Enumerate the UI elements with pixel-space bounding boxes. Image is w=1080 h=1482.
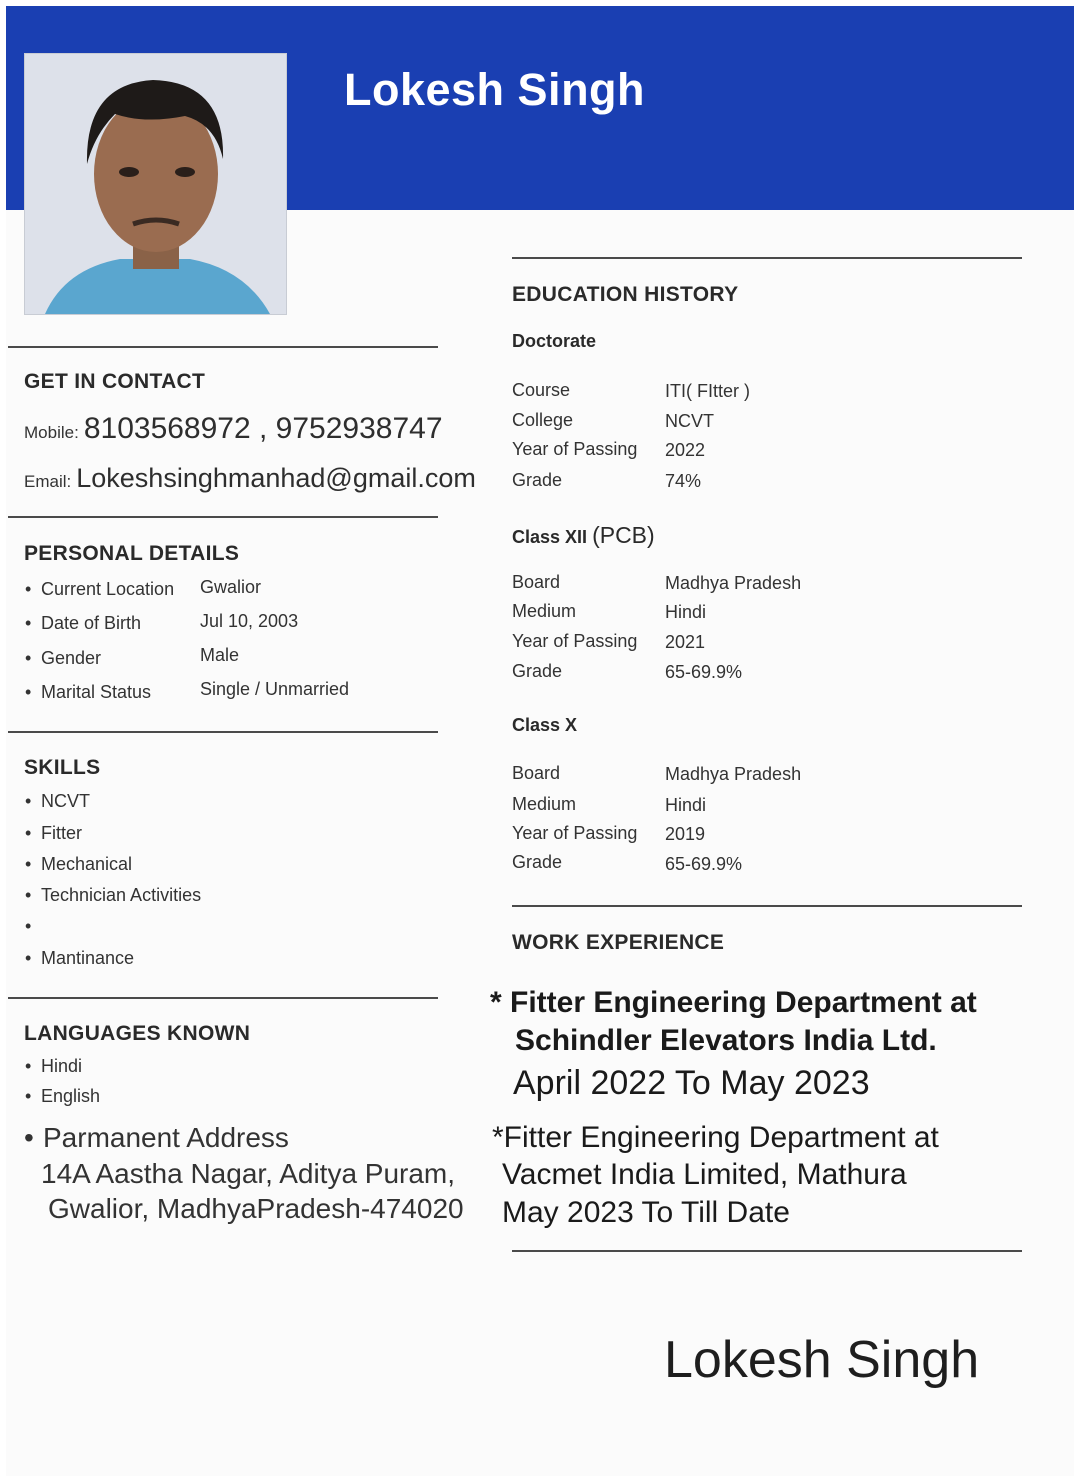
job1-company: Schindler Elevators India Ltd. (515, 1024, 937, 1057)
edu-label: Course (512, 380, 571, 400)
personal-value: Single / Unmarried (200, 679, 350, 699)
edu-value: Hindi (665, 795, 707, 815)
edu-label: Board (512, 763, 561, 783)
job2-title: *Fitter Engineering Department at (492, 1121, 939, 1154)
edu-value: Madhya Pradesh (665, 764, 802, 784)
skills-heading: SKILLS (24, 756, 101, 779)
edu-value: 65-69.9% (665, 854, 743, 874)
divider (8, 346, 438, 348)
edu-value: Madhya Pradesh (665, 573, 802, 593)
doctorate-title: Doctorate (512, 331, 597, 351)
edu-label: Board (512, 572, 561, 592)
edu-value: ITI( FItter ) (665, 381, 750, 401)
class10-title: Class X (512, 715, 578, 735)
class12-title (512, 522, 655, 549)
candidate-name: Lokesh Singh (344, 64, 646, 115)
edu-label: Medium (512, 601, 577, 621)
edu-label: Year of Passing (512, 439, 638, 459)
address-bullet: • (24, 1122, 34, 1153)
profile-photo (24, 53, 287, 315)
edu-value: 2022 (665, 440, 706, 460)
job2-dates: May 2023 To Till Date (502, 1196, 790, 1229)
edu-label: Grade (512, 661, 563, 681)
edu-label: Year of Passing (512, 823, 638, 843)
contact-heading: GET IN CONTACT (24, 370, 206, 393)
edu-label: College (512, 410, 574, 430)
job1-title: * Fitter Engineering Department at (490, 986, 977, 1019)
signature: Lokesh Singh (664, 1331, 980, 1389)
edu-value: Hindi (665, 602, 707, 622)
email-label: Email: (24, 472, 72, 491)
mobile-label: Mobile: (24, 423, 79, 442)
skill-item: • Mantinance (41, 948, 134, 969)
languages-heading: LANGUAGES KNOWN (24, 1022, 251, 1045)
language-item: • English (41, 1086, 100, 1107)
address-line1: 14A Aastha Nagar, Aditya Puram, (41, 1158, 456, 1189)
personal-heading: PERSONAL DETAILS (24, 542, 240, 565)
address-heading: Parmanent Address (43, 1122, 289, 1153)
skill-item: • Technician Activities (41, 885, 201, 906)
skill-item: • Mechanical (41, 854, 132, 875)
edu-value: NCVT (665, 411, 714, 431)
edu-value: 65-69.9% (665, 662, 743, 682)
personal-label: • Marital Status (41, 682, 151, 703)
personal-value: Jul 10, 2003 (200, 611, 299, 631)
divider (8, 731, 438, 733)
class12-label: Class XII (512, 527, 588, 547)
edu-label: Grade (512, 852, 563, 872)
education-heading: EDUCATION HISTORY (512, 283, 739, 306)
skill-item: • NCVT (41, 791, 90, 812)
email-line (24, 463, 476, 494)
class12-stream: (PCB) (592, 522, 655, 548)
language-item: • Hindi (41, 1056, 82, 1077)
person-photo-icon (25, 54, 286, 314)
personal-label: • Current Location (41, 579, 174, 600)
edu-label: Year of Passing (512, 631, 638, 651)
divider (512, 1250, 1022, 1252)
edu-value: 2021 (665, 632, 706, 652)
job1-dates: April 2022 To May 2023 (513, 1064, 870, 1102)
mobile-line (24, 412, 443, 446)
divider (512, 257, 1022, 259)
edu-value: 74% (665, 471, 702, 491)
personal-label: • Gender (41, 648, 101, 669)
edu-label: Grade (512, 470, 563, 490)
personal-value: Male (200, 645, 240, 665)
divider (8, 997, 438, 999)
mobile-value: 8103568972 , 9752938747 (83, 412, 443, 445)
personal-value: Gwalior (200, 577, 262, 597)
edu-label: Medium (512, 794, 577, 814)
job2-company: Vacmet India Limited, Mathura (502, 1158, 907, 1191)
divider (8, 516, 438, 518)
edu-value: 2019 (665, 824, 706, 844)
skill-item: • Fitter (41, 823, 82, 844)
work-heading: WORK EXPERIENCE (512, 931, 725, 954)
email-value: Lokeshsinghmanhad@gmail.com (76, 463, 476, 493)
personal-label: • Date of Birth (41, 613, 141, 634)
divider (512, 905, 1022, 907)
address-line2: Gwalior, MadhyaPradesh-474020 (48, 1193, 464, 1224)
